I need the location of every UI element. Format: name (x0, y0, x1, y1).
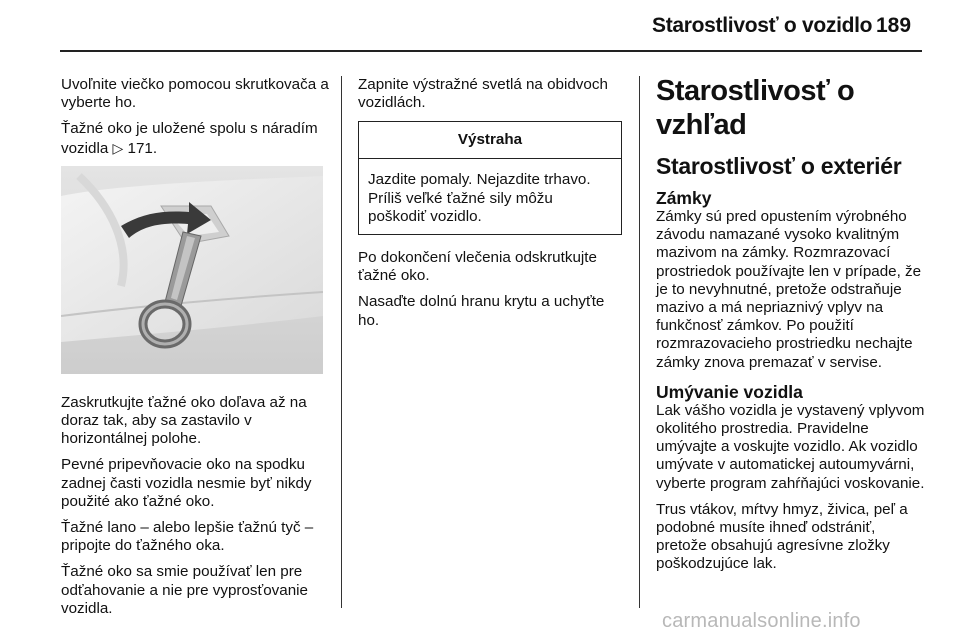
column-divider-left (341, 76, 342, 608)
header-rule (60, 50, 922, 52)
subsection-heading: Starostlivosť o exteriér (656, 153, 902, 179)
heading-locks: Zámky (656, 188, 712, 208)
paragraph-locks: Zámky sú pred opustením výrobného závodu namazané vysoko kvalitným mazivom na zámky. Rozmrazovací prostriedok používajte len v prípade, že je to nevyhnutné, pretože odstraňuje mazivo a má nepriaznivý vplyv na funkčnosť zámkov. Po použití rozmrazovacieho prostriedku nechajte zámky znova premazať v servise. (656, 208, 922, 371)
watermark: carmanualsonline.info (662, 610, 861, 632)
page-number: 189 (876, 14, 912, 37)
running-title: Starostlivosť o vozidlo (652, 14, 873, 37)
paragraph-tow-rope: Ťažné lano – alebo lepšie ťažnú tyč – pripojte do ťažného oka. (61, 519, 314, 555)
paragraph-towing-eye-location (61, 120, 329, 157)
column-left (61, 76, 329, 626)
column-right (656, 76, 926, 582)
towing-eye-illustration (61, 166, 323, 374)
paragraph-text: Ťažné oko je uložené spolu s náradím vozidla (61, 120, 318, 157)
paragraph-hazard-lights: Zapnite výstražné svetlá na obidvoch vozidlách. (358, 76, 608, 112)
page-reference-arrow-icon: ▷ (112, 139, 124, 156)
section-heading: Starostlivosť o vzhľad (656, 75, 855, 141)
heading-washing: Umývanie vozidla (656, 381, 803, 402)
paragraph-towing-only: Ťažné oko sa smie používať len pre odťahovanie a nie pre vyprosťovanie vozidla. (61, 563, 308, 617)
paragraph-remove-cover: Uvoľnite viečko pomocou skrutkovača a vyberte ho. (61, 76, 329, 112)
towing-eye-image (61, 166, 323, 374)
column-divider-right (639, 76, 640, 608)
page-reference: 171. (123, 139, 158, 157)
page-header (0, 0, 960, 60)
column-middle (358, 76, 624, 338)
warning-text: Jazdite pomaly. Nejazdite trhavo. Príliš veľké ťažné sily môžu poškodiť vozidlo. (368, 171, 591, 225)
paragraph-bird-droppings: Trus vtákov, mŕtvy hmyz, živica, peľ a podobné musíte ihneď odstrániť, pretože obsahujú agresívne zložky poškodzujúce lak. (656, 500, 908, 573)
paragraph-screw-in: Zaskrutkujte ťažné oko doľava až na doraz tak, aby sa zastavilo v horizontálnej polohe. (61, 393, 307, 448)
paragraph-fixed-eye-warning: Pevné pripevňovacie oko na spodku zadnej časti vozidla nesmie byť nikdy použité ako ťažné oko. (61, 456, 312, 510)
paragraph-washing: Lak vášho vozidla je vystavený vplyvom okolitého prostredia. Pravidelne umývajte a voskujte vozidlo. Ak vozidlo umývate v automatickej autoumyvárni, vyberte program zahŕňajúci voskovanie. (656, 401, 925, 492)
warning-box (358, 121, 622, 235)
paragraph-unscrew-eye: Po dokončení vlečenia odskrutkujte ťažné oko. (358, 249, 597, 285)
warning-title: Výstraha (359, 122, 621, 159)
paragraph-attach-cover: Nasaďte dolnú hranu krytu a uchyťte ho. (358, 293, 605, 329)
